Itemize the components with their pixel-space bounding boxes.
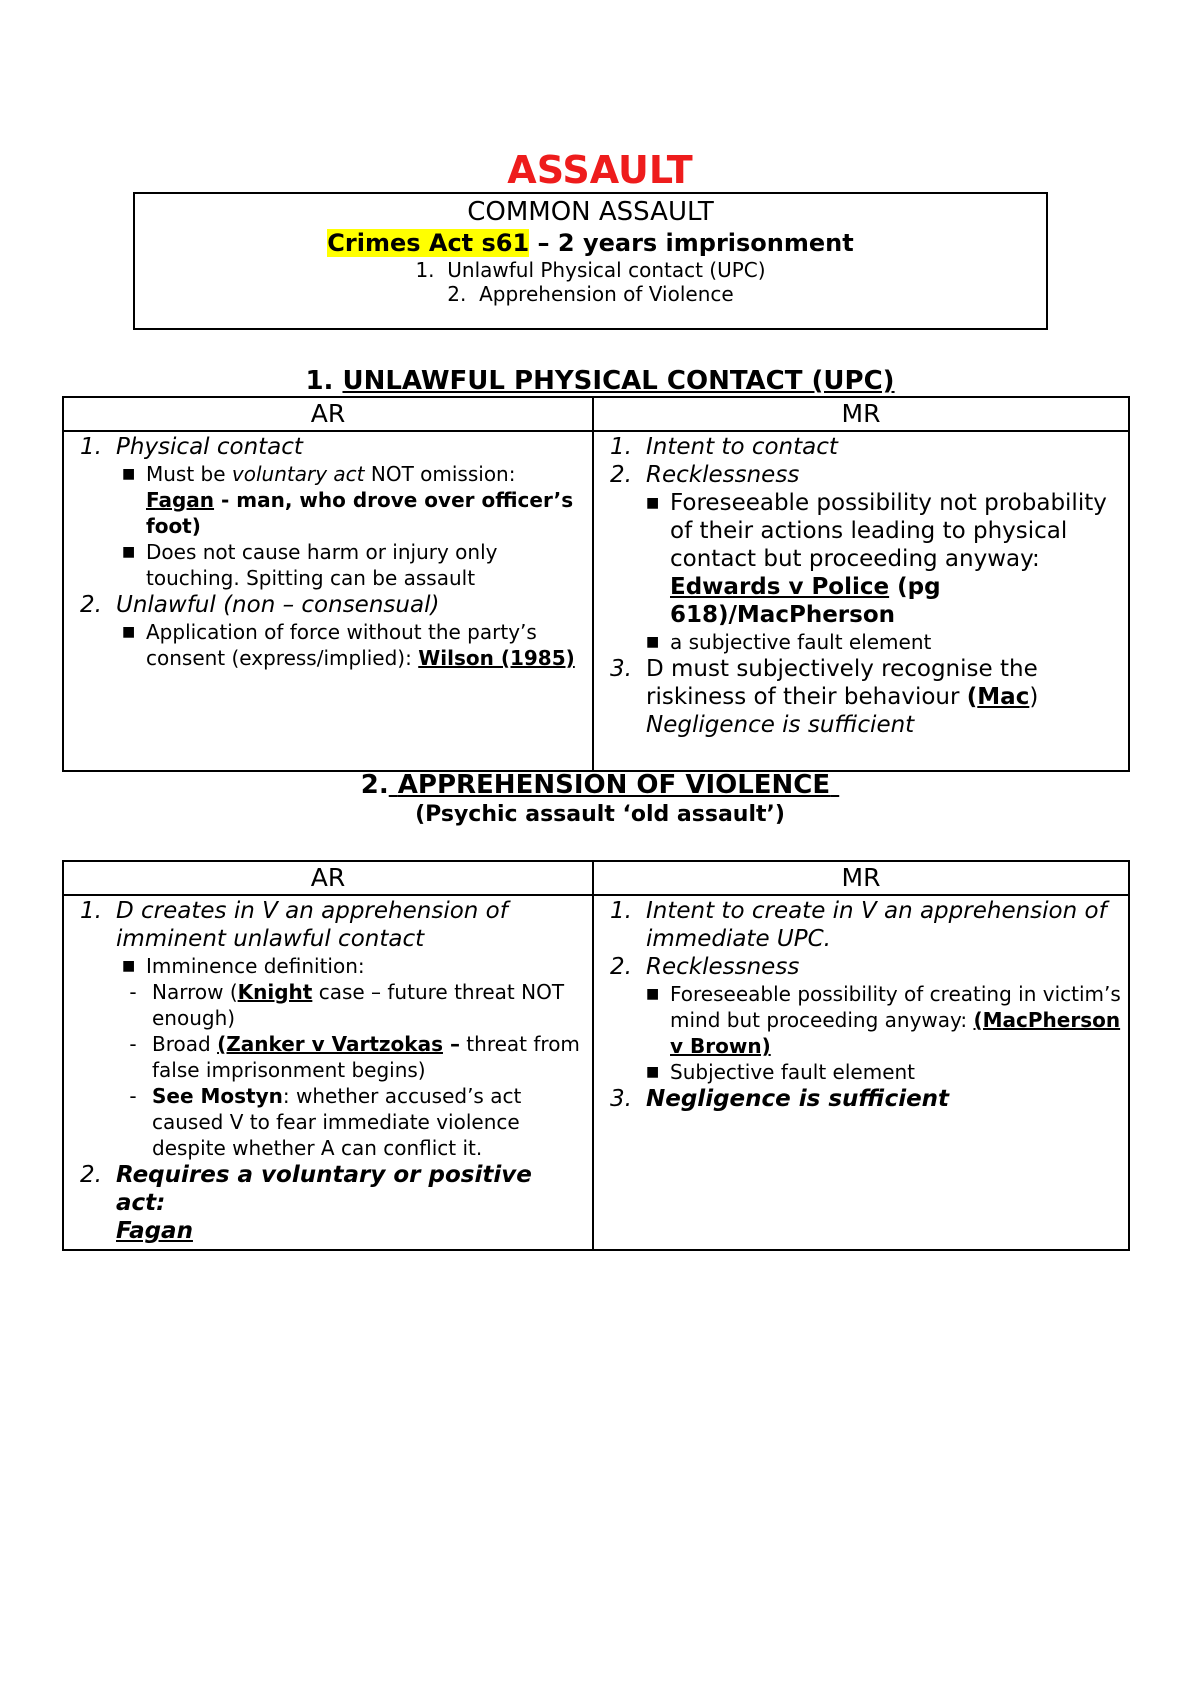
summary-item [135,258,1046,282]
list-item [604,1085,1122,1113]
case-name: Knight [237,980,313,1004]
item-text: Physical contact [116,434,303,460]
bullet-item [604,489,1122,629]
text: NOT omission: [364,462,516,486]
section-2-number: 2. [360,770,389,800]
text: Negligence is sufficient [646,712,915,738]
text: Foreseeable possibility not probability of their actions leading to physical contact but proceeding anyway: [670,490,1107,572]
list-item [604,655,1122,739]
item-text: Intent to contact [646,434,838,460]
bullet-icon: ■ [646,1064,660,1080]
text: Foreseeable possibility of creating in victim’s mind but proceeding anyway: [670,982,1121,1032]
text: Broad [152,1032,218,1056]
item-num: 2. [610,954,632,980]
col-header-mr: MR [593,861,1129,895]
text: Does not cause harm or injury only touching. Spitting can be assault [146,540,498,590]
case-name: See Mostyn [152,1084,283,1108]
dash-item [74,979,586,1031]
bullet-item [74,461,586,539]
text: Must be [146,462,232,486]
text: ) [1029,684,1039,710]
bullet-icon: ■ [646,495,660,511]
bullet-item [604,981,1122,1059]
page-title: ASSAULT [507,148,693,192]
case-name: Mac [977,684,1030,710]
item-num: 2. [610,462,632,488]
summary-list [135,258,1046,306]
case-name: Fagan [146,488,215,512]
col-header-mr: MR [593,397,1129,431]
col-header-ar: AR [63,397,593,431]
section-1-number: 1. [305,366,334,396]
law-penalty: – 2 years imprisonment [529,229,854,257]
text: Subjective fault element [670,1060,916,1084]
col-header-ar: AR [63,861,593,895]
case-name: Edwards v Police [670,574,890,600]
case-name: Fagan [116,1218,193,1244]
list-item [74,433,586,461]
text: (pg 618)/MacPherson [670,574,941,628]
text: Narrow ( [152,980,238,1004]
dash-item [74,1031,586,1083]
item-text: Recklessness [646,954,800,980]
law-highlight: Crimes Act s61 [327,229,530,257]
case-name: (Zanker v Vartzokas [217,1032,443,1056]
item-num: 1. [80,434,102,460]
item-num: 3. [610,1086,632,1112]
text: voluntary act [231,462,365,486]
bullet-item [74,539,586,591]
dash-icon: - [129,1032,137,1056]
item-text: Unlawful (non – consensual) [116,592,440,618]
text: ( [966,684,978,710]
ar-cell [63,431,593,771]
case-name: (MacPherson v Brown) [670,1008,1121,1058]
section-1-heading: UNLAWFUL PHYSICAL CONTACT (UPC) [342,366,895,396]
item-num: 1. [610,898,632,924]
summary-item-text: Unlawful Physical contact (UPC) [447,258,766,282]
text: threat from false imprisonment begins) [152,1032,580,1082]
section-2-heading: APPREHENSION OF VIOLENCE [397,770,831,800]
list-item [604,953,1122,981]
section-1-title [0,366,1200,396]
bullet-item [604,629,1122,655]
bullet-item [74,953,586,979]
summary-box [133,192,1048,330]
item-text: Intent to create in V an apprehension of immediate UPC. [646,898,1107,952]
item-text: D creates in V an apprehension of imminent unlawful contact [116,898,508,952]
list-item [74,1161,586,1245]
text: D must subjectively recognise the riskiness of their behaviour [646,656,1038,710]
summary-item-num: 2. [447,282,467,306]
dash-icon: - [129,1084,137,1108]
bullet-icon: ■ [646,986,660,1002]
list-item [74,591,586,619]
ar-cell [63,895,593,1250]
text: a subjective fault element [670,630,932,654]
item-text: Negligence is sufficient [646,1086,950,1112]
section-1-table [62,396,1130,772]
item-text: Recklessness [646,462,800,488]
text: case – future threat NOT enough) [152,980,565,1030]
mr-cell [593,431,1129,771]
section-2-table [62,860,1130,1251]
mr-cell [593,895,1129,1250]
list-item [604,433,1122,461]
item-num: 2. [80,592,102,618]
list-item [74,897,586,953]
section-2-title [0,770,1200,830]
bullet-icon: ■ [122,624,136,640]
section-2-subtitle: (Psychic assault ‘old assault’) [415,802,785,827]
item-num: 3. [610,656,632,682]
bullet-icon: ■ [646,634,660,650]
text: Imminence definition: [146,954,365,978]
bullet-item [74,619,586,671]
summary-item-num: 1. [415,258,435,282]
text: Application of force without the party’s consent (express/implied): [146,620,537,670]
bullet-icon: ■ [122,958,136,974]
bullet-item [604,1059,1122,1085]
dash-icon: - [129,980,137,1004]
text: - man, who drove over officer’s foot) [146,488,574,538]
item-text: Requires a voluntary or positive act: [116,1162,532,1216]
text: – [442,1032,460,1056]
bullet-icon: ■ [122,544,136,560]
dash-item [74,1083,586,1161]
item-num: 1. [80,898,102,924]
text: : whether accused’s act caused V to fear immediate violence despite whether A can conflict it. [152,1084,522,1160]
bullet-icon: ■ [122,466,136,482]
summary-item-text: Apprehension of Violence [479,282,734,306]
summary-law [135,228,1046,258]
summary-item [135,282,1046,306]
case-name: Wilson (1985) [418,646,575,670]
summary-heading: COMMON ASSAULT [467,197,714,227]
item-num: 1. [610,434,632,460]
list-item [604,461,1122,489]
item-num: 2. [80,1162,102,1188]
list-item [604,897,1122,953]
